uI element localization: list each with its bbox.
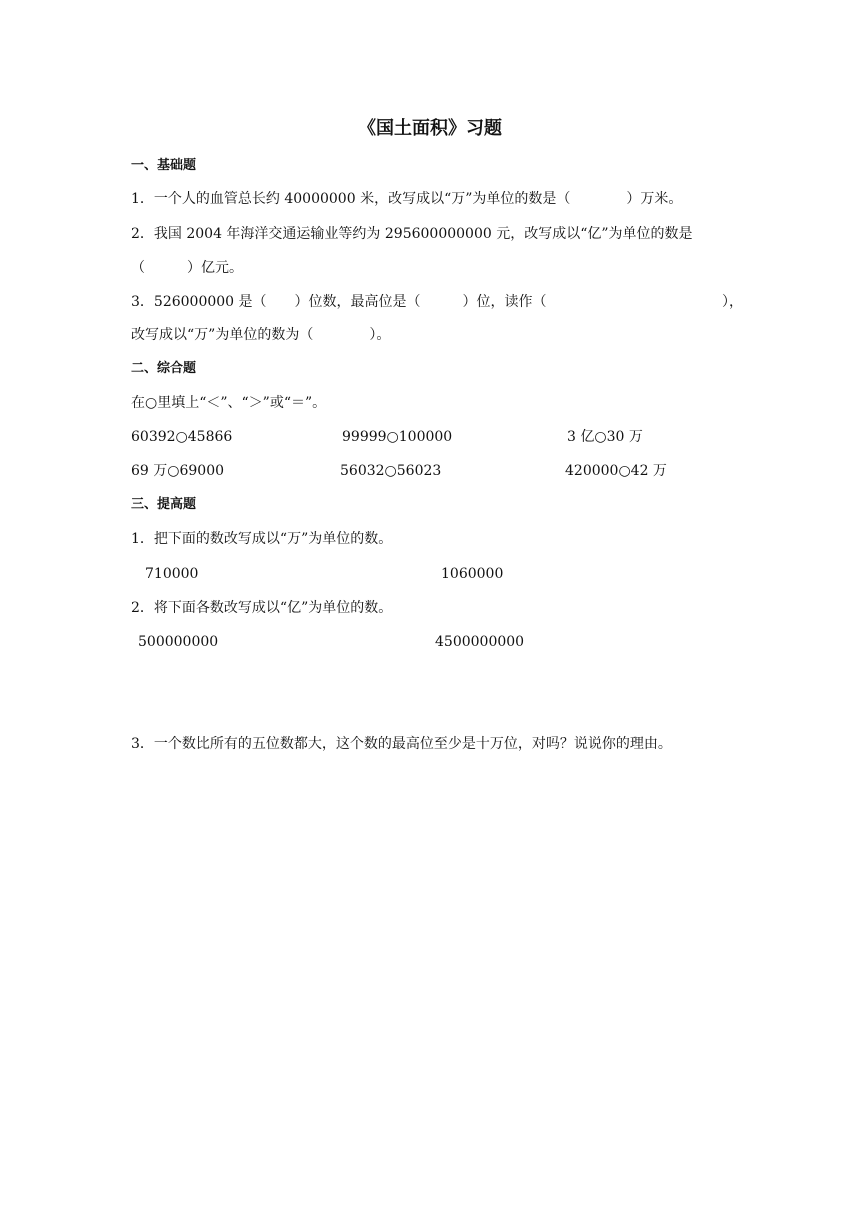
- question-3-3: 3．一个数比所有的五位数都大，这个数的最高位至少是十万位，对吗？说说你的理由。: [131, 736, 672, 752]
- question-1-3-line1: [131, 293, 743, 311]
- question-1-2-line2: （ ）亿元。: [131, 260, 243, 276]
- comparison-instruction: 在○里填上“＜”、“＞”或“＝”。: [131, 395, 327, 411]
- question-1-3-closing: ），: [722, 294, 743, 310]
- comparison-item: 60392○45866: [131, 429, 233, 445]
- question-1-3-line2: 改写成以“万”为单位的数为（ ）。: [131, 327, 391, 343]
- section-heading-comprehensive: 二、综合题: [131, 361, 197, 376]
- number-to-convert: 4500000000: [435, 634, 525, 650]
- comparison-item: 56032○56023: [340, 463, 442, 479]
- number-to-convert: 500000000: [138, 634, 219, 650]
- section-heading-basic: 一、基础题: [131, 158, 197, 173]
- question-3-1: 1．把下面的数改写成以“万”为单位的数。: [131, 531, 393, 547]
- question-3-2: 2．将下面各数改写成以“亿”为单位的数。: [131, 600, 393, 616]
- number-to-convert: 710000: [145, 566, 199, 582]
- question-1-2-line1: 2．我国 2004 年海洋交通运输业等约为 295600000000 元，改写成以“亿”为单位的数是: [131, 226, 693, 242]
- number-to-convert: 1060000: [441, 566, 504, 582]
- question-1-3-text: 3．526000000 是（ ）位数，最高位是（ ）位，读作（: [131, 294, 547, 310]
- comparison-item: 420000○42 万: [565, 463, 667, 479]
- question-1-1: 1．一个人的血管总长约 40000000 米，改写成以“万”为单位的数是（ ）万米。: [131, 191, 683, 207]
- comparison-item: 69 万○69000: [131, 463, 225, 479]
- comparison-item: 3 亿○30 万: [567, 429, 643, 445]
- comparison-item: 99999○100000: [342, 429, 453, 445]
- section-heading-advanced: 三、提高题: [131, 497, 197, 512]
- page-title: 《国土面积》习题: [358, 118, 502, 139]
